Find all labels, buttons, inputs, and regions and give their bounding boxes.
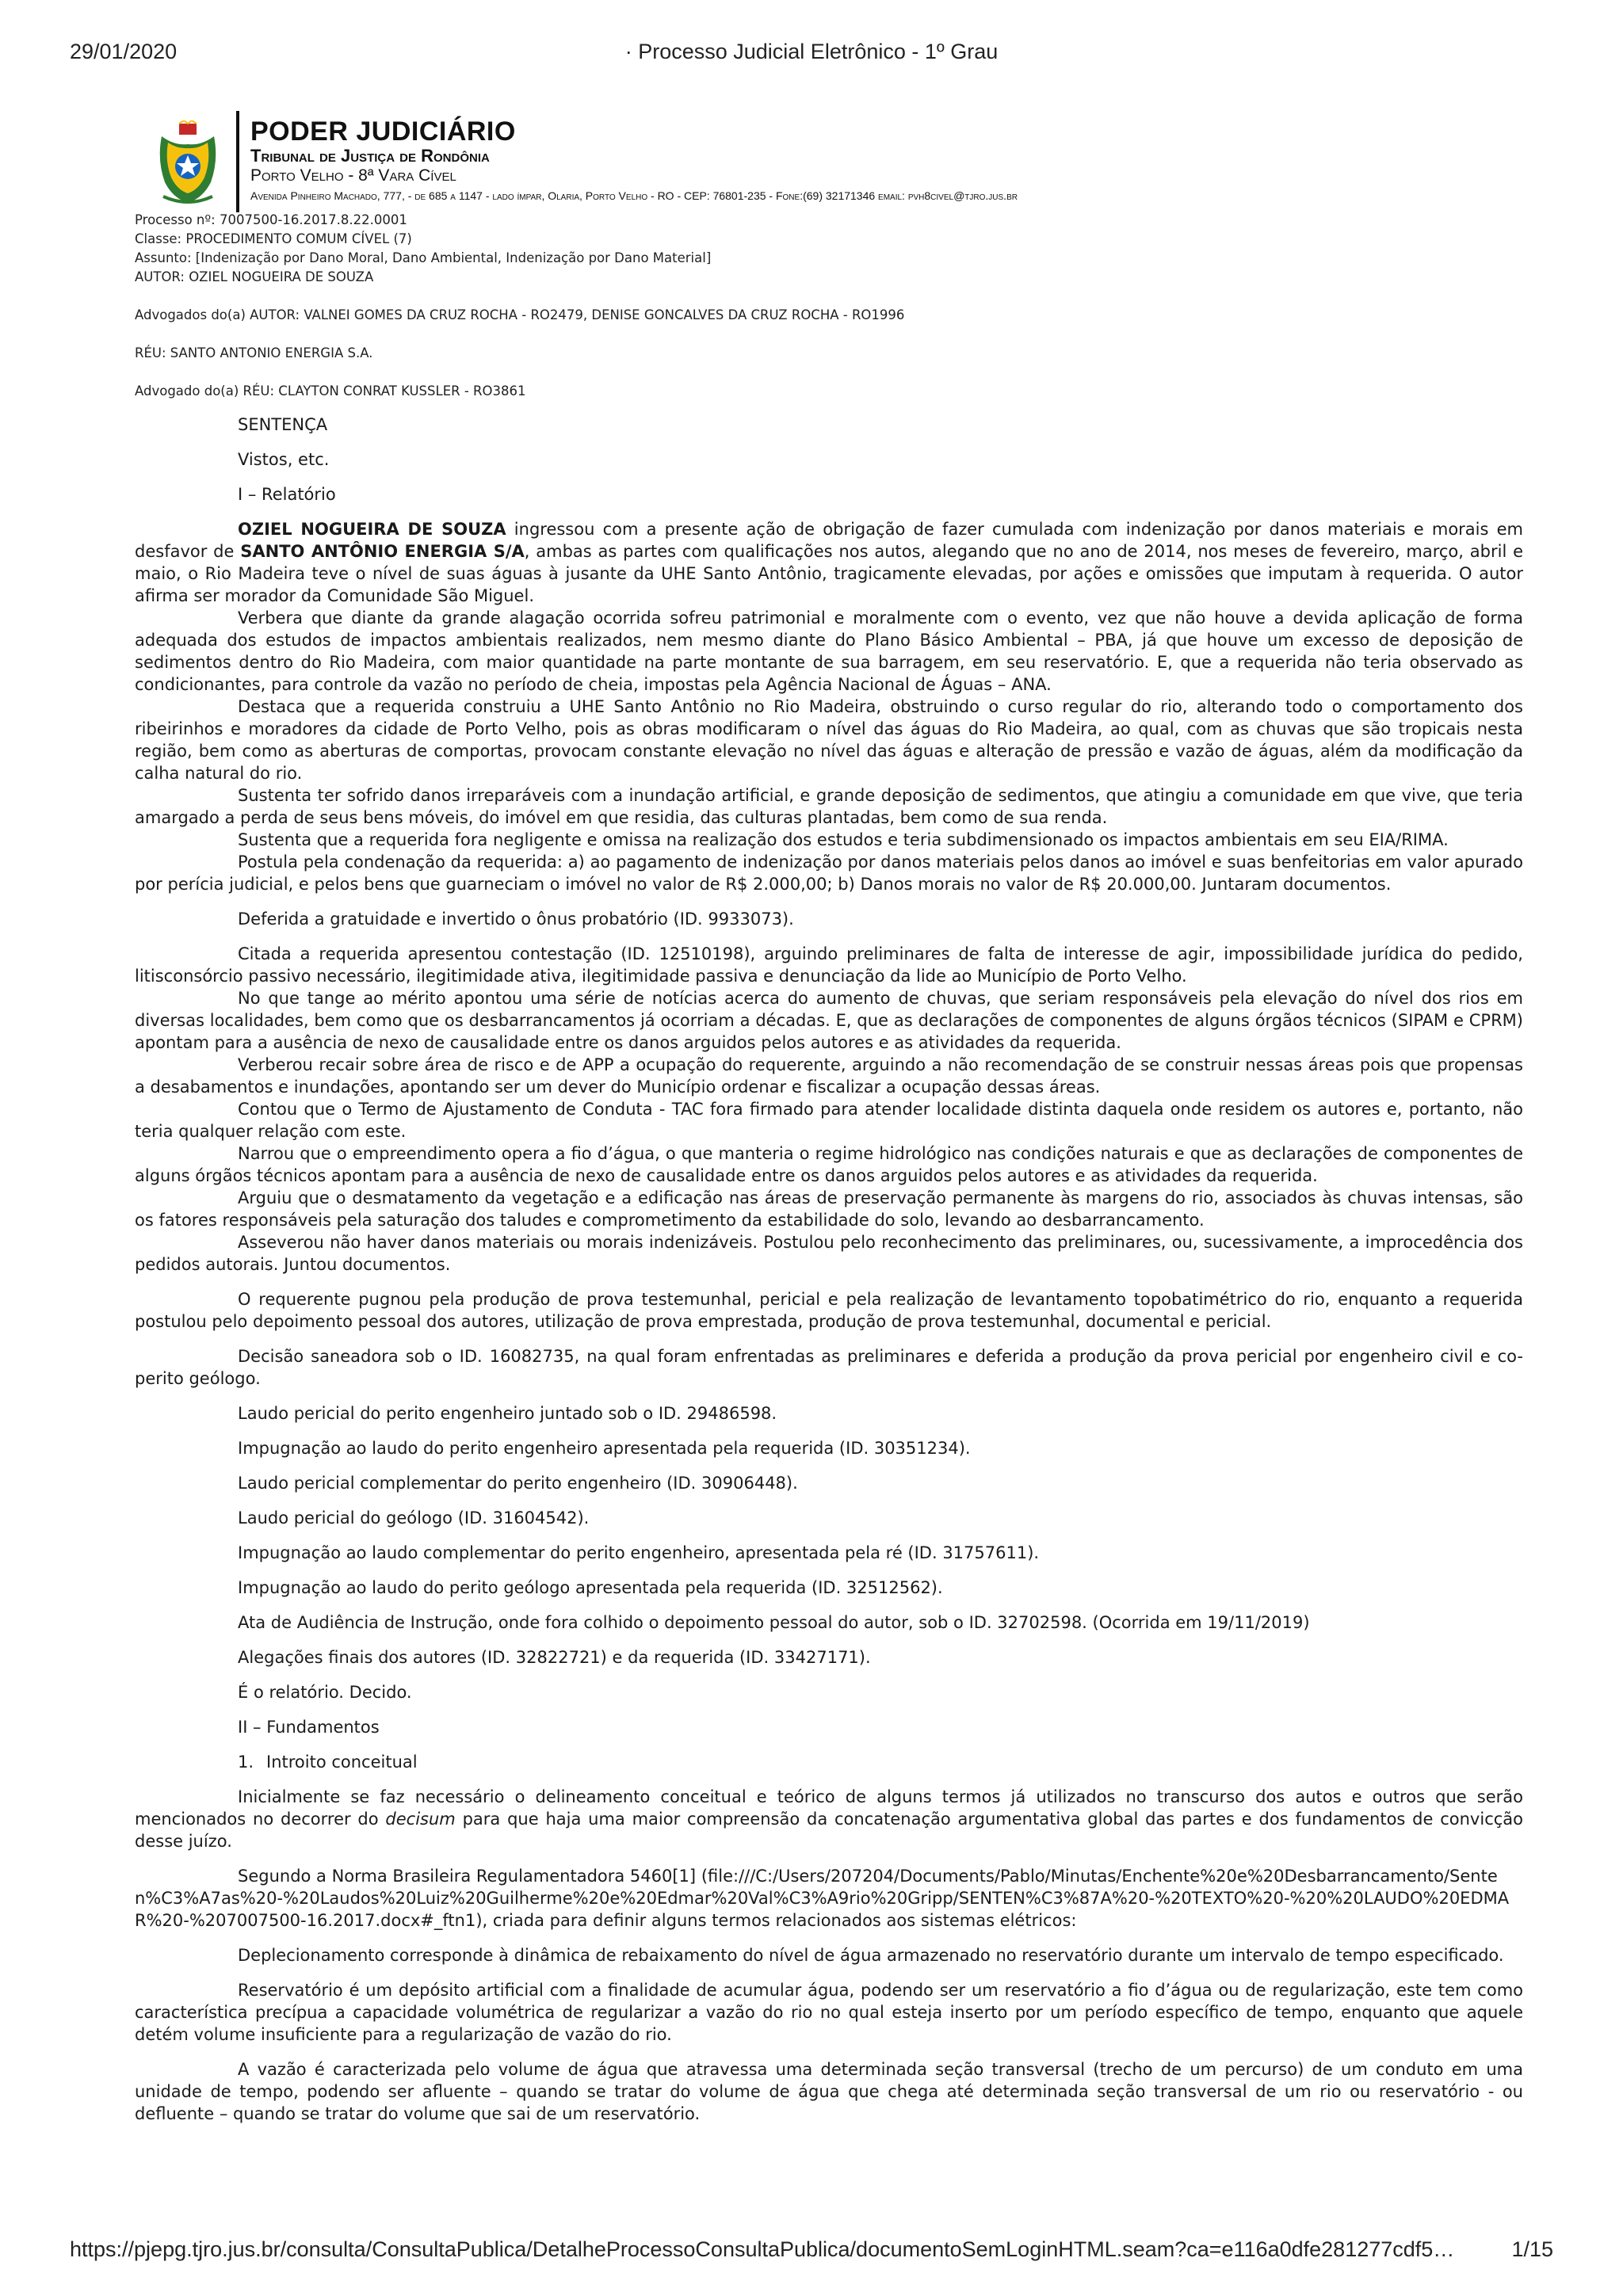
paragraph: Verberou recair sobre área de risco e de APP a ocupação do requerente, arguindo a não recomendação de se construir nessas áreas pois que propensas a desabamentos e inundações, apontando ser um dever do Município ordenar e fiscalizar a ocupação dessas áreas. bbox=[135, 1055, 1523, 1097]
state-coat-of-arms-icon bbox=[155, 120, 220, 206]
paragraph: OZIEL NOGUEIRA DE SOUZA ingressou com a presente ação de obrigação de fazer cumulada com indenização por danos materiais e morais em desfavor de SANTO ANTÔNIO ENERGIA S/A, ambas as partes com qualificações nos autos, alegando que no ano de 2014, nos meses de fevereiro, março, abril e maio, o Rio Madeira teve o nível de suas águas à jusante da UHE Santo Antônio, tragicamente elevadas, por ações e omissões que imputam à requerida. O autor afirma ser morador da Comunidade São Miguel. bbox=[135, 520, 1524, 605]
tribunal-name: Tribunal de Justiça de Rondônia bbox=[250, 146, 490, 166]
case-class: Classe: PROCEDIMENTO COMUM CÍVEL (7) bbox=[135, 231, 412, 246]
paragraph: Laudo pericial complementar do perito engenheiro (ID. 30906448). bbox=[238, 1474, 798, 1493]
print-header bbox=[70, 40, 1553, 67]
subsection-heading: 1. Introito conceitual bbox=[238, 1753, 418, 1772]
case-defendant: RÉU: SANTO ANTONIO ENERGIA S.A. bbox=[135, 345, 373, 360]
footnote-link[interactable]: (file:///C:/Users/207204/Documents/Pablo/Minutas/Enchente%20e%20Desbarrancamento/Senten%C3%A7as%20-%20Laudos%20Luiz%20Guilherme%20e%20Edmar%20Val%C3%A9rio%20Gripp/SENTEN%C3%87A%20-%20TEXTO%20-%20%20LAUDO%20EDMAR%20-%207007500-16.2017.docx#_ftn1) bbox=[135, 1867, 1510, 1930]
court-name: PODER JUDICIÁRIO bbox=[250, 116, 516, 147]
print-footer bbox=[70, 2237, 1553, 2264]
case-plaintiff: AUTOR: OZIEL NOGUEIRA DE SOUZA bbox=[135, 269, 374, 284]
paragraph: Destaca que a requerida construiu a UHE Santo Antônio no Rio Madeira, obstruindo o curso regular do rio, alterando todo o comportamento dos ribeirinhos e moradores da cidade de Porto Velho, pois as obras modificaram o nível das águas do Rio Madeira, ao qual, com as chuvas que são tropicais nesta região, bem como as aberturas de comportas, provocam constante elevação no nível das águas e alteração de pressão e vazão de águas, além da modificação da calha natural do rio. bbox=[135, 697, 1523, 783]
section-heading-relatorio: I – Relatório bbox=[238, 485, 336, 504]
paragraph: Impugnação ao laudo do perito geólogo apresentada pela requerida (ID. 32512562). bbox=[238, 1578, 943, 1597]
court-address: Avenida Pinheiro Machado, 777, - de 685 a 1147 - lado ímpar, Olaria, Porto Velho - RO - CEP: 76801-235 - Fone:(69) 32171346 email: pvh8civel@tjro.jus.br bbox=[250, 189, 1018, 202]
print-date: 29/01/2020 bbox=[70, 40, 178, 63]
doc-opening: Vistos, etc. bbox=[238, 450, 330, 469]
paragraph: É o relatório. Decido. bbox=[238, 1683, 412, 1702]
paragraph: Alegações finais dos autores (ID. 32822721) e da requerida (ID. 33427171). bbox=[238, 1648, 871, 1667]
paragraph: Contou que o Termo de Ajustamento de Conduta - TAC fora firmado para atender localidade distinta daquela onde residem os autores e, portanto, não teria qualquer relação com este. bbox=[135, 1100, 1523, 1141]
case-number: Processo nº: 7007500-16.2017.8.22.0001 bbox=[135, 212, 407, 227]
print-url: https://pjepg.tjro.jus.br/consulta/ConsultaPublica/DetalheProcessoConsultaPublica/documentoSemLoginHTML.seam?ca=e116a0dfe281277cdf5… bbox=[70, 2237, 1455, 2261]
paragraph: Sustenta ter sofrido danos irreparáveis com a inundação artificial, e grande deposição de sedimentos, que atingiu a comunidade em que vive, que teria amargado a perda de seus bens móveis, do imóvel em que residia, das culturas plantadas, bem como de sua renda. bbox=[135, 786, 1523, 827]
paragraph: Sustenta que a requerida fora negligente e omissa na realização dos estudos e teria subdimensionado os impactos ambientais em seu EIA/RIMA. bbox=[238, 830, 1449, 849]
plaintiff-name: OZIEL NOGUEIRA DE SOUZA bbox=[238, 520, 506, 539]
paragraph: Impugnação ao laudo complementar do perito engenheiro, apresentada pela ré (ID. 31757611). bbox=[238, 1543, 1040, 1562]
letterhead-text bbox=[250, 117, 1018, 206]
doc-title: SENTENÇA bbox=[238, 415, 328, 434]
page-number: 1/15 bbox=[1511, 2237, 1553, 2261]
paragraph: Citada a requerida apresentou contestação (ID. 12510198), arguindo preliminares de falta de interesse de agir, impossibilidade jurídica do pedido, litisconsórcio passivo necessário, ilegitimidade ativa, ilegitimidade passiva e denunciação da lide ao Município de Porto Velho. bbox=[135, 944, 1523, 986]
paragraph: Laudo pericial do geólogo (ID. 31604542). bbox=[238, 1508, 590, 1527]
paragraph: Narrou que o empreendimento opera a fio d’água, o que manteria o regime hidrológico nas condições naturais e que as declarações de componentes de alguns órgãos técnicos apontam para a ausência de nexo de causalidade entre os danos arguidos pelos autores e as atividades da requerida. bbox=[135, 1144, 1523, 1185]
paragraph: Ata de Audiência de Instrução, onde fora colhido o depoimento pessoal do autor, sob o ID. 32702598. (Ocorrida em 19/11/2019) bbox=[238, 1613, 1310, 1632]
case-subject: Assunto: [Indenização por Dano Moral, Dano Ambiental, Indenização por Dano Material] bbox=[135, 250, 712, 265]
court-division: Porto Velho - 8ª Vara Cível bbox=[250, 166, 456, 185]
paragraph: Postula pela condenação da requerida: a) ao pagamento de indenização por danos materiais pelos danos ao imóvel e suas benfeitorias em valor apurado por perícia judicial, e pelos bens que guarneciam o imóvel no valor de R$ 2.000,00; b) Danos morais no valor de R$ 20.000,00. Juntaram documentos. bbox=[135, 852, 1523, 894]
print-title: · Processo Judicial Eletrônico - 1º Grau bbox=[624, 40, 999, 63]
case-metadata bbox=[135, 211, 1561, 401]
paragraph: Deplecionamento corresponde à dinâmica de rebaixamento do nível de água armazenado no reservatório durante um intervalo de tempo especificado. bbox=[238, 1946, 1504, 1965]
paragraph: O requerente pugnou pela produção de prova testemunhal, pericial e pela realização de levantamento topobatimétrico do rio, enquanto a requerida postulou pelo depoimento pessoal dos autores, utilização de prova emprestada, produção de prova testemunhal, documental e pericial. bbox=[135, 1290, 1523, 1331]
section-heading-fundamentos: II – Fundamentos bbox=[238, 1718, 380, 1737]
letterhead bbox=[155, 111, 1265, 214]
paragraph: Laudo pericial do perito engenheiro juntado sob o ID. 29486598. bbox=[238, 1404, 777, 1423]
paragraph: Inicialmente se faz necessário o delineamento conceitual e teórico de alguns termos já utilizados no transcurso dos autos e outros que serão mencionados no decorrer do decisum para que haja uma maior compreensão da concatenação argumentativa global das partes e dos fundamentos de convicção desse juízo. bbox=[135, 1787, 1523, 1851]
paragraph-footnote-reference: Segundo a Norma Brasileira Regulamentadora 5460[1] (file:///C:/Users/207204/Documents/Pablo/Minutas/Enchente%20e%20Desbarrancamento/Senten%C3%A7as%20-%20Laudos%20Luiz%20Guilherme%20e%20Edmar%20Val%C3%A9rio%20Gripp/SENTEN%C3%87A%20-%20TEXTO%20-%20%20LAUDO%20EDMAR%20-%207007500-16.2017.docx#_ftn1), criada para definir alguns termos relacionados aos sistemas elétricos: bbox=[135, 1867, 1510, 1930]
sentence-body bbox=[135, 414, 1523, 2125]
defendant-name: SANTO ANTÔNIO ENERGIA S/A bbox=[240, 542, 525, 561]
paragraph: Decisão saneadora sob o ID. 16082735, na qual foram enfrentadas as preliminares e deferida a produção da prova pericial por engenheiro civil e co-perito geólogo. bbox=[135, 1347, 1523, 1388]
paragraph: Reservatório é um depósito artificial com a finalidade de acumular água, podendo ser um reservatório a fio d’água ou de regularização, este tem como característica precípua a capacidade volumétrica de regularizar a vazão do rio no qual esteja inserto por um período específico de tempo, enquanto que aquele detém volume insuficiente para a regularização de vazão do rio. bbox=[135, 1981, 1523, 2044]
paragraph: Arguiu que o desmatamento da vegetação e a edificação nas áreas de preservação permanente às margens do rio, associados às chuvas intensas, são os fatores responsáveis pela saturação dos taludes e comprometimento da estabilidade do solo, levando ao desbarrancamento. bbox=[135, 1188, 1523, 1230]
plaintiff-lawyers: Advogados do(a) AUTOR: VALNEI GOMES DA CRUZ ROCHA - RO2479, DENISE GONCALVES DA CRUZ ROCHA - RO1996 bbox=[135, 307, 905, 322]
paragraph: Impugnação ao laudo do perito engenheiro apresentada pela requerida (ID. 30351234). bbox=[238, 1439, 971, 1458]
paragraph: Verbera que diante da grande alagação ocorrida sofreu patrimonial e moralmente com o evento, vez que não houve a devida aplicação de forma adequada dos estudos de impactos ambientais realizados, nem mesmo diante do Plano Básico Ambiental – PBA, já que houve um excesso de deposição de sedimentos dentro do Rio Madeira, com maior quantidade na parte montante de sua barragem, em seu reservatório. E, que a requerida não teria observado as condicionantes, para controle da vazão no período de cheia, impostas pela Agência Nacional de Águas – ANA. bbox=[135, 608, 1523, 694]
paragraph: A vazão é caracterizada pelo volume de água que atravessa uma determinada seção transversal (trecho de um percurso) de um conduto em uma unidade de tempo, podendo ser afluente – quando se tratar do volume de água que chega até determinada seção transversal de um rio ou reservatório - ou defluente – quando se tratar do volume que sai de um reservatório. bbox=[135, 2060, 1523, 2123]
paragraph: Deferida a gratuidade e invertido o ônus probatório (ID. 9933073). bbox=[238, 910, 794, 929]
letterhead-divider bbox=[236, 111, 239, 212]
paragraph: No que tange ao mérito apontou uma série de notícias acerca do aumento de chuvas, que seriam responsáveis pela elevação do nível dos rios em diversas localidades, bem como que os desbarrancamentos já ocorriam a décadas. E, que as declarações de componentes de alguns órgãos técnicos (SIPAM e CPRM) apontam para a ausência de nexo de causalidade entre os danos arguidos pelos autores e as atividades da requerida. bbox=[135, 989, 1523, 1052]
defendant-lawyer: Advogado do(a) RÉU: CLAYTON CONRAT KUSSLER - RO3861 bbox=[135, 383, 526, 399]
paragraph: Asseverou não haver danos materiais ou morais indenizáveis. Postulou pelo reconhecimento das preliminares, ou, sucessivamente, a improcedência dos pedidos autorais. Juntou documentos. bbox=[135, 1233, 1523, 1274]
